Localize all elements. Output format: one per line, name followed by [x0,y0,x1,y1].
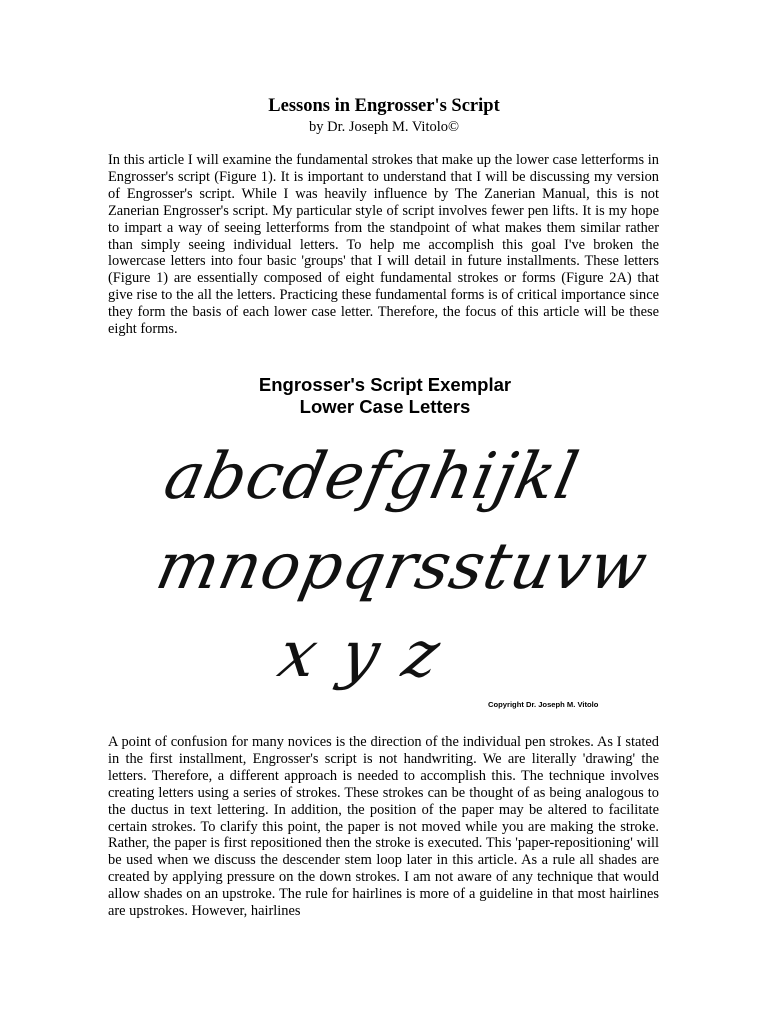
article-title: Lessons in Engrosser's Script [268,96,500,116]
script-letters-row2: mnopqrsstuvw [150,530,655,604]
paragraph-strokes: A point of confusion for many novices is the direction of the individual pen strokes. As I stated in the first installment, Engrosser's script is not handwriting. We are literally 'drawing' the letters. Therefore, a different approach is needed to accomplish this. The technique involves creating letters using a series of strokes. These strokes can be thought of as being analogous to the ductus in text lettering. In addition, the position of the paper may be altered to facilitate certain strokes. To clarify this point, the paper is not moved while you are making the stroke. Rather, the paper is first repositioned then the stroke is executed. This 'paper-repositioning' will be used when we discuss the descender stem loop later in this article. As a rule all shades are created by applying pressure on the down strokes. I am not aware of any technique that would allow shades on an upstroke. The rule for hairlines is more of a guideline in that most hairlines are upstrokes. However, hairlines [108,734,659,920]
article-byline: by Dr. Joseph M. Vitolo© [308,119,460,135]
figure-copyright: Copyright Dr. Joseph M. Vitolo [488,700,599,709]
script-letters-row1: abcdefghijkl [158,440,586,514]
figure-title-line1: Engrosser's Script Exemplar [258,374,512,395]
figure-title-line2: Lower Case Letters [299,396,471,417]
script-letters-row3: xyz [272,618,472,692]
paragraph-intro: In this article I will examine the fundamental strokes that make up the lower case letterforms in Engrosser's script (Figure 1). It is important to understand that I will be discussing my version of Engrosser's script. While I was heavily influence by The Zanerian Manual, this is not Zanerian Engrosser's script. My particular style of script involves fewer pen lifts. It is my hope to impart a way of seeing letterforms from the standpoint of what makes them similar rather than simply seeing individual letters. To help me accomplish this goal I've broken the lowercase letters into four basic 'groups' that I will detail in future installments. These letters (Figure 1) are essentially composed of eight fundamental strokes or forms (Figure 2A) that give rise to the all the letters. Practicing these fundamental forms is of critical importance since they form the basis of each lower case letter. Therefore, the focus of this article will be these eight forms. [108,152,659,338]
script-exemplar-figure [150,370,655,715]
